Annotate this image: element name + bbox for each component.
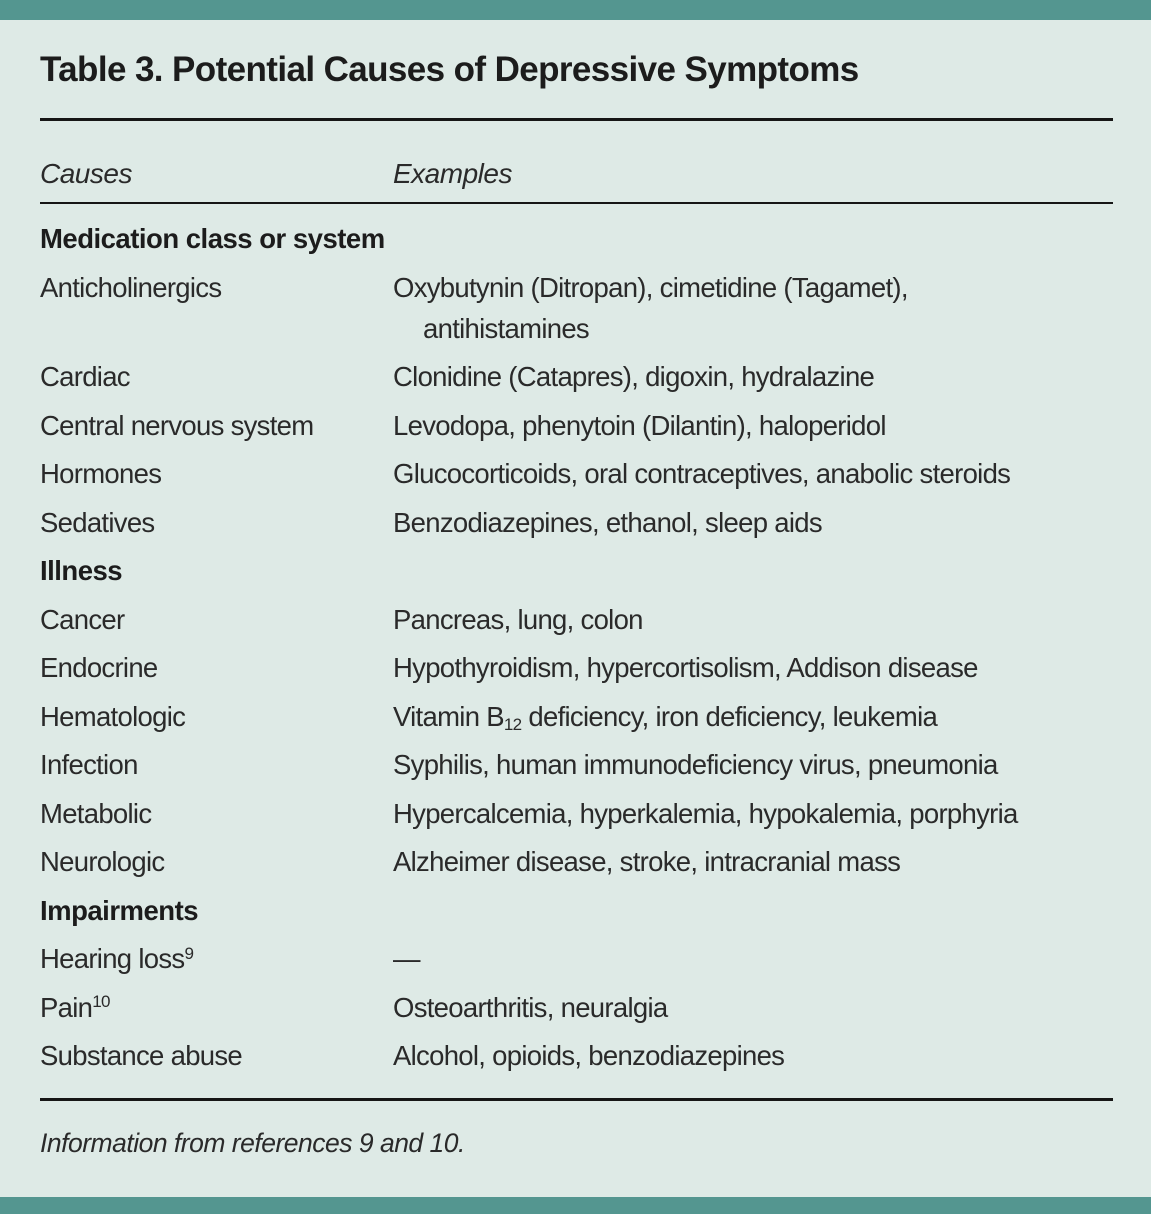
text-segment: Central nervous system (40, 409, 314, 441)
table-panel (0, 20, 1151, 1197)
rule-under-headers (40, 202, 1113, 204)
cause-cell (40, 1035, 393, 1076)
example-cell (393, 1035, 1113, 1076)
example-cell (393, 938, 1113, 979)
text-segment: Alzheimer disease, stroke, intracranial mass (393, 846, 901, 877)
table-row (40, 356, 1113, 397)
table-row (40, 647, 1113, 688)
text-segment: — (393, 943, 420, 974)
text-segment: Glucocorticoids, oral contraceptives, anabolic steroids (393, 458, 1011, 489)
cause-cell (40, 793, 393, 834)
text-segment: Hearing loss (40, 943, 185, 974)
text-segment: Metabolic (40, 797, 152, 829)
table-row (40, 987, 1113, 1028)
text-segment: Osteoarthritis, neuralgia (393, 991, 668, 1023)
text-segment: deficiency, iron deficiency, leukemia (521, 700, 938, 732)
text-segment: Pancreas, lung, colon (393, 603, 643, 635)
example-cell (393, 793, 1113, 834)
table-row (40, 938, 1113, 979)
example-cell (393, 405, 1113, 446)
top-accent-bar (0, 0, 1151, 20)
text-segment: Neurologic (40, 846, 165, 877)
text-segment: Benzodiazepines, ethanol, sleep aids (393, 506, 822, 538)
text-segment: Syphilis, human immunodeficiency virus, pneumonia (393, 749, 998, 780)
table-section-row (40, 218, 1113, 259)
example-cell (393, 647, 1113, 688)
subscript-text: 12 (503, 715, 522, 735)
table-section-row (40, 890, 1113, 931)
bottom-accent-bar (0, 1197, 1151, 1214)
example-cell (393, 356, 1113, 397)
cause-cell (40, 744, 393, 785)
rule-under-title (40, 118, 1113, 121)
table-row (40, 841, 1113, 882)
cause-cell (40, 938, 393, 979)
text-segment: Oxybutynin (Ditropan), cimetidine (Tagamet), (393, 271, 908, 303)
text-segment: Endocrine (40, 652, 158, 683)
text-segment: antihistamines (423, 312, 589, 344)
cause-cell (40, 841, 393, 882)
table-row (40, 502, 1113, 543)
example-cell (393, 453, 1113, 494)
text-segment: Pain (40, 991, 93, 1023)
table-row (40, 599, 1113, 640)
text-segment: Anticholinergics (40, 271, 222, 303)
cause-cell (40, 647, 393, 688)
cause-cell (40, 599, 393, 640)
reference-superscript: 10 (92, 992, 110, 1012)
text-segment: Hypothyroidism, hypercortisolism, Addison disease (393, 652, 978, 683)
cause-cell (40, 405, 393, 446)
text-segment: Cardiac (40, 361, 130, 392)
table-title: Table 3. Potential Causes of Depressive Symptoms (40, 50, 859, 89)
example-cell (393, 987, 1113, 1028)
cause-cell (40, 696, 393, 737)
cause-cell (40, 267, 393, 308)
text-segment: Cancer (40, 603, 125, 635)
text-segment: Substance abuse (40, 1040, 243, 1071)
cause-cell (40, 987, 393, 1028)
source-footnote: Information from references 9 and 10. (40, 1127, 465, 1158)
table-row (40, 696, 1113, 737)
text-segment: Hematologic (40, 700, 186, 732)
bottom-spacer (40, 1160, 1113, 1198)
table-row (40, 1035, 1113, 1076)
example-cell (393, 696, 1113, 737)
text-segment: Sedatives (40, 506, 155, 538)
example-cell (393, 841, 1113, 882)
text-segment: Infection (40, 749, 138, 780)
table-section-row (40, 550, 1113, 591)
section-label: Illness (40, 555, 123, 586)
column-header-row (40, 157, 1113, 190)
table-row (40, 405, 1113, 446)
cause-cell (40, 502, 393, 543)
table-body (40, 218, 1113, 1084)
table-row (40, 744, 1113, 785)
text-segment: Clonidine (Catapres), digoxin, hydralazine (393, 361, 875, 392)
text-segment: Hormones (40, 458, 162, 489)
reference-superscript: 9 (184, 943, 194, 963)
rule-above-footnote (40, 1098, 1113, 1101)
section-label: Medication class or system (40, 223, 385, 254)
table-row (40, 793, 1113, 834)
column-header-examples: Examples (393, 158, 512, 189)
text-segment: Levodopa, phenytoin (Dilantin), haloperidol (393, 409, 886, 441)
example-cell (393, 744, 1113, 785)
section-label: Impairments (40, 894, 199, 926)
cause-cell (40, 453, 393, 494)
cause-cell (40, 356, 393, 397)
text-segment: Vitamin B (393, 700, 504, 732)
example-cell (393, 267, 1113, 349)
text-segment: Hypercalcemia, hyperkalemia, hypokalemia, porphyria (393, 797, 1018, 829)
example-cell (393, 599, 1113, 640)
example-cell (393, 502, 1113, 543)
table-row (40, 267, 1113, 349)
column-header-causes: Causes (40, 158, 132, 189)
table-row (40, 453, 1113, 494)
text-segment: Alcohol, opioids, benzodiazepines (393, 1040, 785, 1071)
